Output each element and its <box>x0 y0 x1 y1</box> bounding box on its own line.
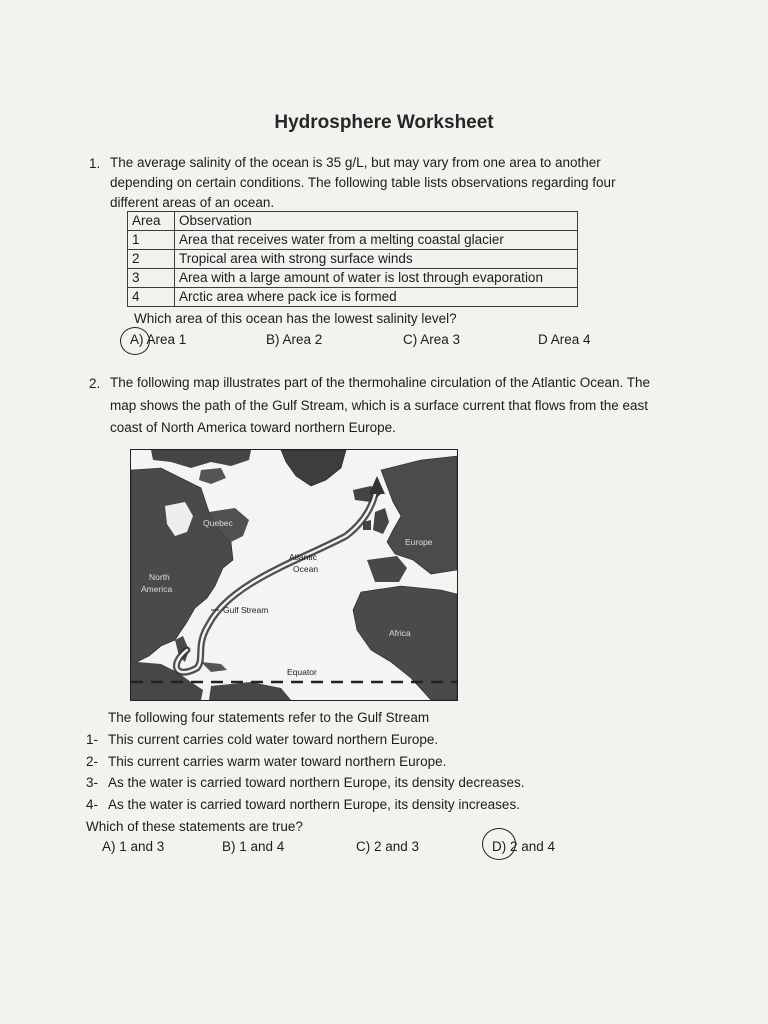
map-label-ocean: Ocean <box>293 564 319 574</box>
q2-option-c: C) 2 and 3 <box>356 839 420 854</box>
statement-text: This current carries cold water toward northern Europe. <box>108 732 439 747</box>
table-cell-observation: Area with a large amount of water is lost through evaporation <box>175 269 578 288</box>
map-label-america: America <box>141 584 173 594</box>
map-label-north: North <box>149 572 170 582</box>
table-header-area: Area <box>128 212 175 231</box>
answer-circle-mark <box>482 828 516 860</box>
q1-question: Which area of this ocean has the lowest salinity level? <box>134 311 457 326</box>
table-row <box>128 250 578 269</box>
table-row <box>128 288 578 307</box>
table-row <box>128 269 578 288</box>
q1-text-line-3: different areas of an ocean. <box>110 195 275 210</box>
q1-text-line-2: depending on certain conditions. The following table lists observations regarding four <box>110 175 616 190</box>
map-label-africa: Africa <box>389 628 411 638</box>
statement-number: 4- <box>86 797 99 812</box>
table-cell-area: 3 <box>128 269 175 288</box>
table-header-row <box>128 212 578 231</box>
q2-question: Which of these statements are true? <box>86 819 303 834</box>
map-label-europe: Europe <box>405 537 433 547</box>
q1-text-line-1: The average salinity of the ocean is 35 g/L, but may vary from one area to another <box>110 155 601 170</box>
table-header-observation: Observation <box>175 212 578 231</box>
map-label-quebec: Quebec <box>203 518 233 528</box>
q2-option-a: A) 1 and 3 <box>102 839 165 854</box>
atlantic-map-illustration <box>131 450 457 700</box>
observations-table <box>127 211 578 307</box>
table-cell-observation: Tropical area with strong surface winds <box>175 250 578 269</box>
page-title: Hydrosphere Worksheet <box>274 112 494 133</box>
q2-intro: The following four statements refer to the Gulf Stream <box>108 710 430 725</box>
q1-option-a: A) Area 1 <box>130 332 187 347</box>
table-cell-area: 2 <box>128 250 175 269</box>
q2-text-line-3: coast of North America toward northern Europe. <box>110 420 396 435</box>
answer-circle-mark <box>120 327 150 355</box>
statement-text: As the water is carried toward northern Europe, its density increases. <box>108 797 520 812</box>
q2-number: 2. <box>89 376 101 391</box>
q1-option-d: D Area 4 <box>538 332 591 347</box>
statement-number: 1- <box>86 732 99 747</box>
map-label-atlantic: Atlantic <box>289 552 317 562</box>
statement-number: 3- <box>86 775 99 790</box>
q2-text-line-1: The following map illustrates part of the thermohaline circulation of the Atlantic Ocean. The <box>110 375 651 390</box>
table-cell-observation: Area that receives water from a melting coastal glacier <box>175 231 578 250</box>
table-cell-area: 4 <box>128 288 175 307</box>
q2-option-b: B) 1 and 4 <box>222 839 285 854</box>
table-cell-area: 1 <box>128 231 175 250</box>
table-row <box>128 231 578 250</box>
q2-text-line-2: map shows the path of the Gulf Stream, which is a surface current that flows from the east <box>110 398 648 413</box>
gulf-stream-map <box>130 449 458 701</box>
q1-number: 1. <box>89 156 101 171</box>
statement-number: 2- <box>86 754 99 769</box>
q1-option-b: B) Area 2 <box>266 332 323 347</box>
table-cell-observation: Arctic area where pack ice is formed <box>175 288 578 307</box>
map-label-gulf-stream: Gulf Stream <box>223 605 269 615</box>
statement-text: As the water is carried toward northern Europe, its density decreases. <box>108 775 525 790</box>
statement-text: This current carries warm water toward northern Europe. <box>108 754 447 769</box>
q2-option-d: D) 2 and 4 <box>492 839 556 854</box>
q1-option-c: C) Area 3 <box>403 332 461 347</box>
map-label-equator: Equator <box>287 667 317 677</box>
